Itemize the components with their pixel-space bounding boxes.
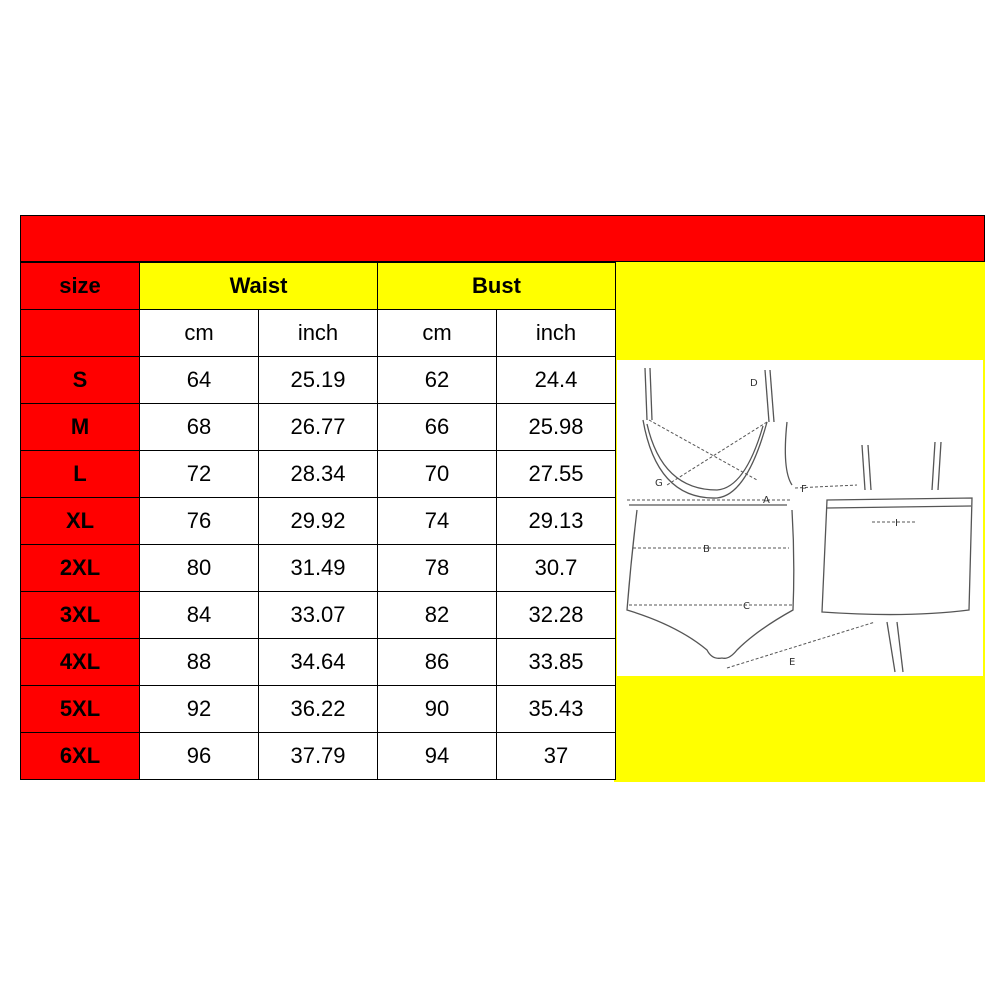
unit-header-row	[21, 310, 616, 357]
garment-diagram	[617, 360, 983, 676]
size-table	[20, 262, 616, 780]
label-a: A	[763, 495, 770, 506]
cell-bust-cm: 78	[378, 545, 497, 592]
table-row	[21, 639, 616, 686]
unit-waist-inch: inch	[259, 310, 378, 357]
cell-bust-in: 27.55	[497, 451, 616, 498]
cell-waist-cm: 68	[140, 404, 259, 451]
table-row	[21, 498, 616, 545]
cell-waist-cm: 80	[140, 545, 259, 592]
table-row	[21, 404, 616, 451]
cell-bust-cm: 94	[378, 733, 497, 780]
unit-waist-cm: cm	[140, 310, 259, 357]
cell-waist-in: 33.07	[259, 592, 378, 639]
table-row	[21, 592, 616, 639]
cell-waist-cm: 84	[140, 592, 259, 639]
cell-bust-in: 29.13	[497, 498, 616, 545]
size-label: 2XL	[21, 545, 140, 592]
cell-waist-cm: 96	[140, 733, 259, 780]
cell-bust-in: 32.28	[497, 592, 616, 639]
cell-bust-cm: 74	[378, 498, 497, 545]
unit-bust-inch: inch	[497, 310, 616, 357]
cell-waist-cm: 64	[140, 357, 259, 404]
size-label: M	[21, 404, 140, 451]
swimsuit-measurement-diagram	[617, 360, 983, 676]
size-label: XL	[21, 498, 140, 545]
cell-bust-in: 33.85	[497, 639, 616, 686]
cell-waist-in: 31.49	[259, 545, 378, 592]
cell-bust-cm: 82	[378, 592, 497, 639]
cell-bust-cm: 70	[378, 451, 497, 498]
label-c: C	[743, 601, 750, 612]
cell-waist-in: 29.92	[259, 498, 378, 545]
size-label: 4XL	[21, 639, 140, 686]
label-g: G	[655, 478, 663, 489]
cell-bust-cm: 86	[378, 639, 497, 686]
size-label: S	[21, 357, 140, 404]
label-f: F	[801, 484, 807, 495]
cell-waist-cm: 72	[140, 451, 259, 498]
cell-bust-in: 25.98	[497, 404, 616, 451]
label-d: D	[750, 378, 758, 389]
label-e: E	[789, 657, 796, 668]
cell-bust-cm: 90	[378, 686, 497, 733]
cell-waist-in: 34.64	[259, 639, 378, 686]
label-b: B	[703, 544, 710, 555]
table-row	[21, 545, 616, 592]
cell-waist-in: 25.19	[259, 357, 378, 404]
cell-bust-cm: 62	[378, 357, 497, 404]
cell-waist-cm: 76	[140, 498, 259, 545]
cell-bust-in: 24.4	[497, 357, 616, 404]
table-row	[21, 686, 616, 733]
group-header-row	[21, 263, 616, 310]
cell-bust-cm: 66	[378, 404, 497, 451]
cell-waist-in: 26.77	[259, 404, 378, 451]
cell-bust-in: 35.43	[497, 686, 616, 733]
cell-waist-in: 36.22	[259, 686, 378, 733]
bust-header: Bust	[378, 263, 616, 310]
size-label: 6XL	[21, 733, 140, 780]
cell-waist-in: 28.34	[259, 451, 378, 498]
cell-waist-in: 37.79	[259, 733, 378, 780]
label-i: I	[895, 518, 898, 529]
header-banner	[20, 215, 985, 262]
size-header: size	[21, 263, 140, 310]
table-row	[21, 733, 616, 780]
table-row	[21, 357, 616, 404]
cell-waist-cm: 92	[140, 686, 259, 733]
unit-header-blank	[21, 310, 140, 357]
table-row	[21, 451, 616, 498]
size-label: 3XL	[21, 592, 140, 639]
size-label: L	[21, 451, 140, 498]
cell-waist-cm: 88	[140, 639, 259, 686]
cell-bust-in: 30.7	[497, 545, 616, 592]
unit-bust-cm: cm	[378, 310, 497, 357]
waist-header: Waist	[140, 263, 378, 310]
size-label: 5XL	[21, 686, 140, 733]
cell-bust-in: 37	[497, 733, 616, 780]
